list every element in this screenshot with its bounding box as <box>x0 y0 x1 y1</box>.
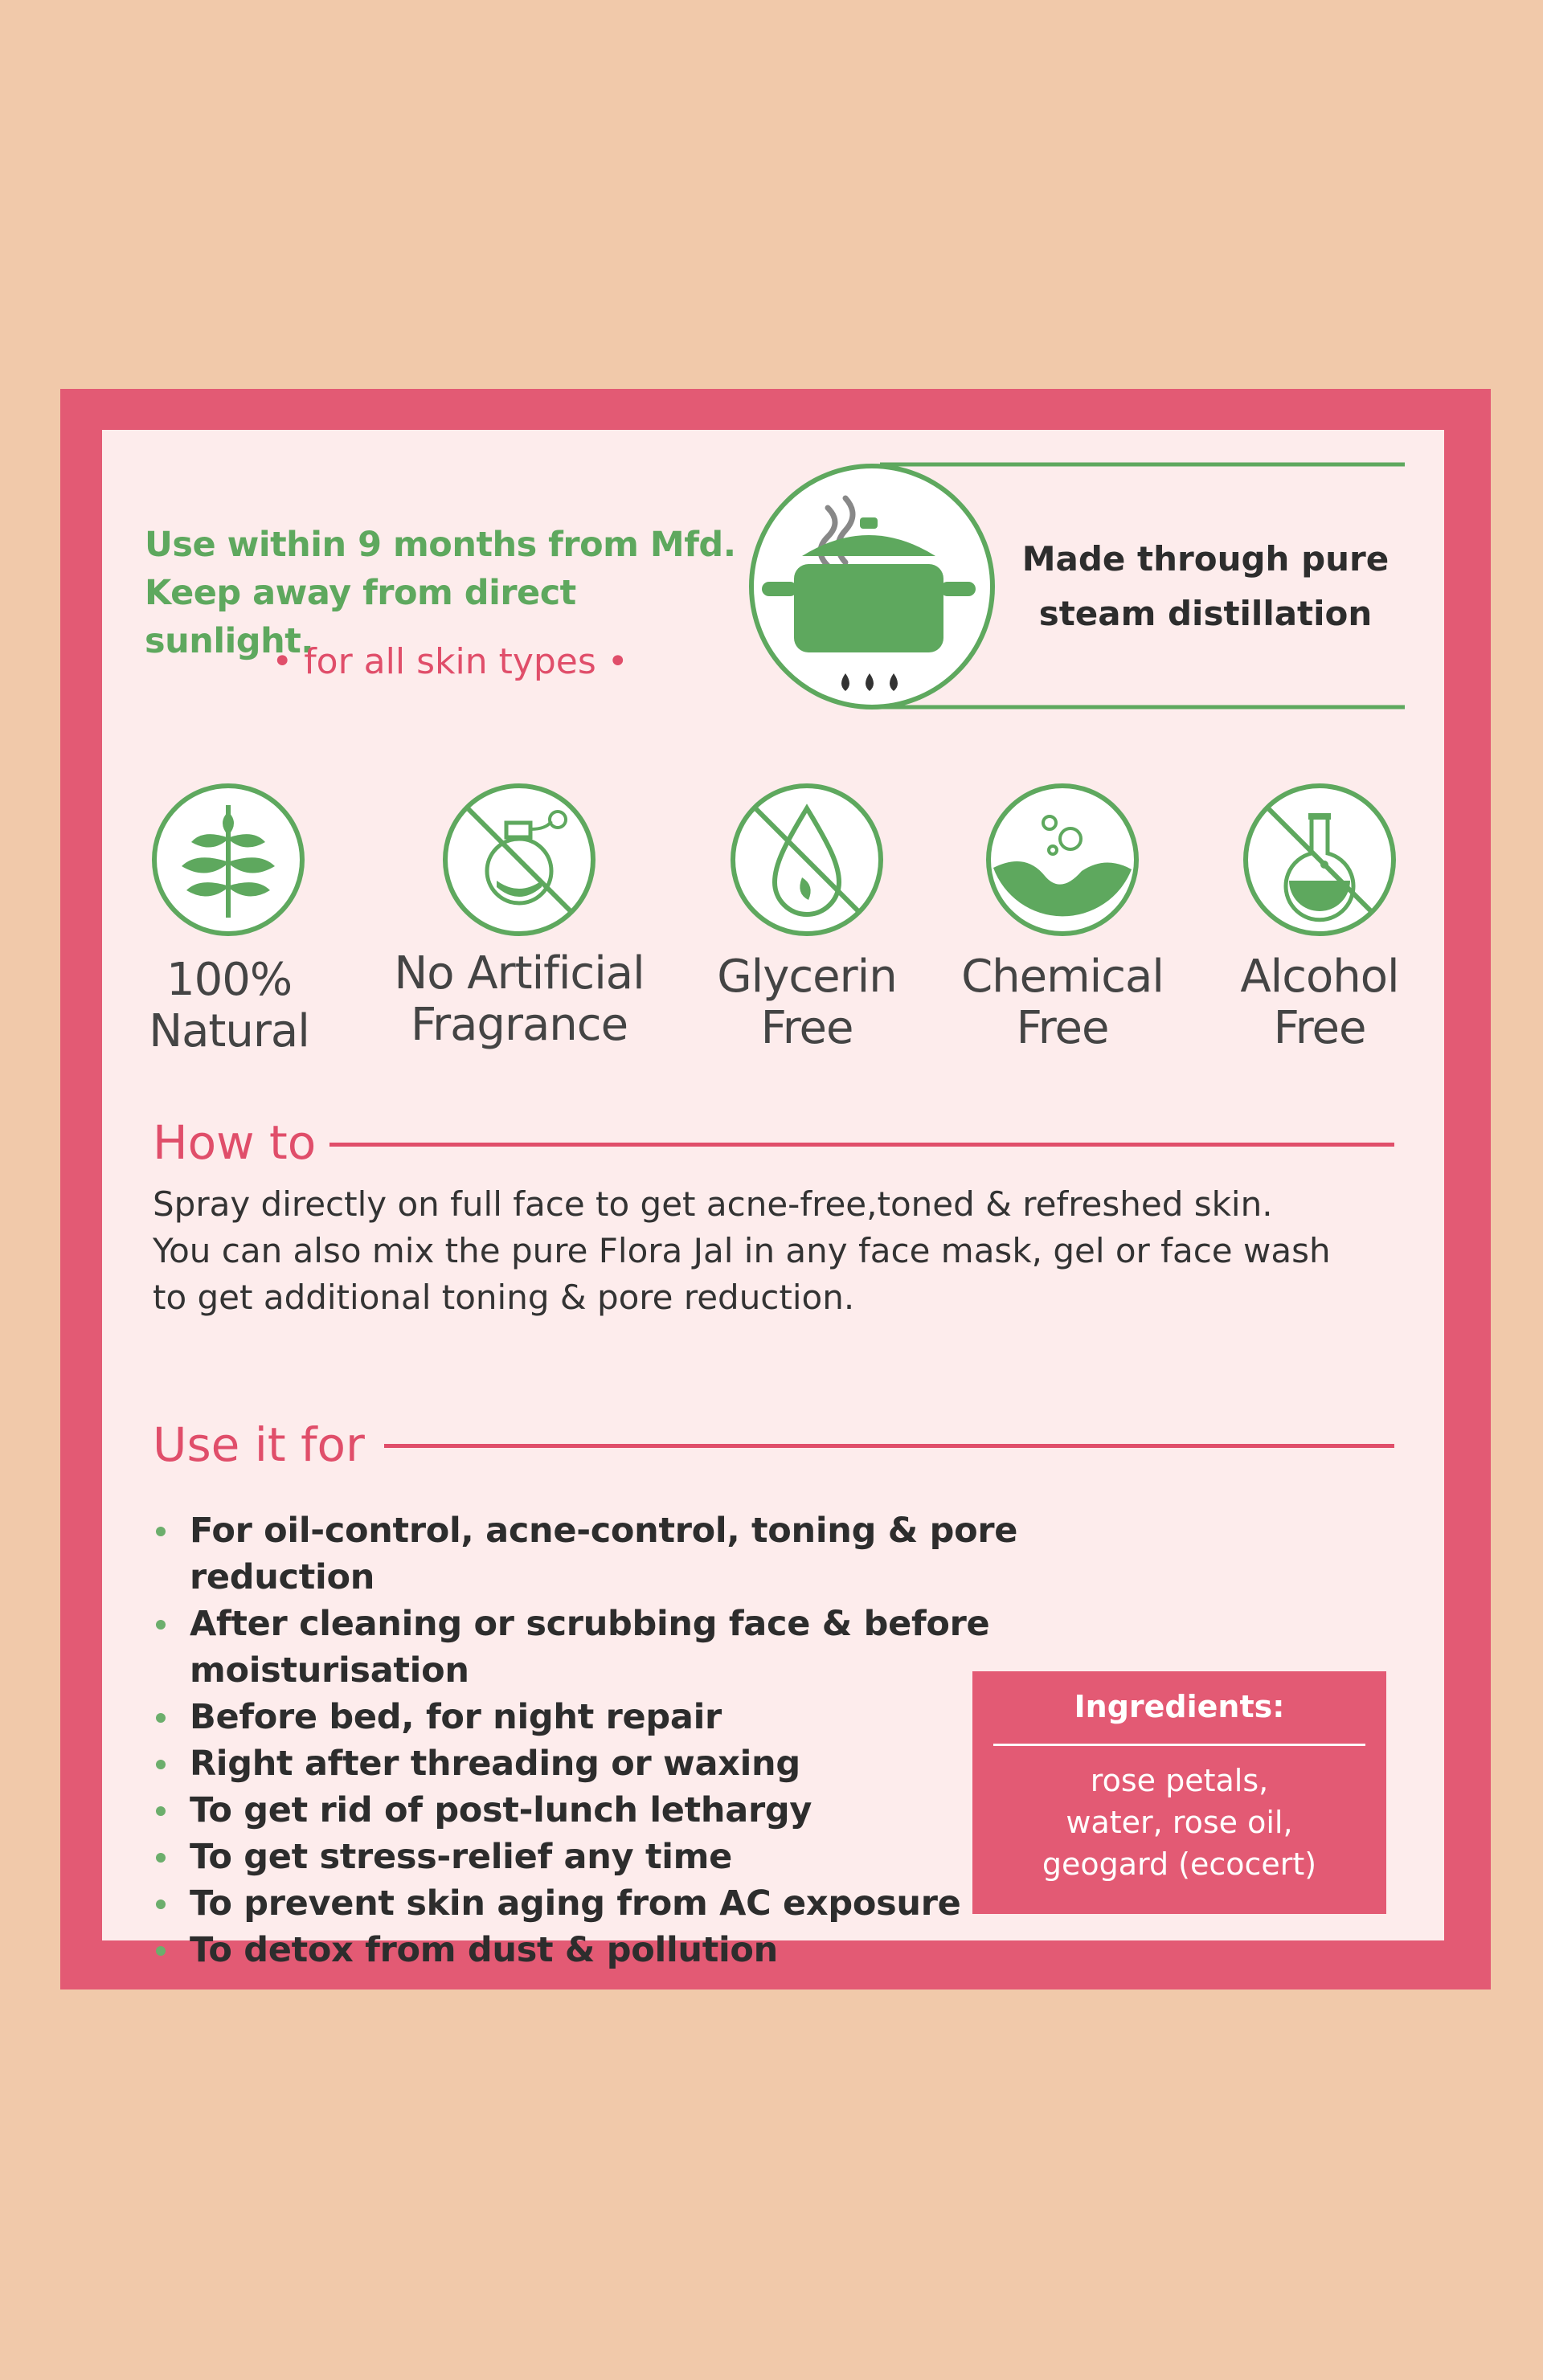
bullet <box>156 1946 166 1956</box>
storage-line-1: Use within 9 months from Mfd. <box>145 525 736 565</box>
badge-natural-line-2: Natural <box>149 1005 309 1057</box>
flask-icon <box>1241 781 1398 939</box>
skin-types-note: • for all skin types • <box>272 641 628 682</box>
bullet <box>156 1806 166 1816</box>
bullet <box>156 1620 166 1630</box>
distillation-line-1: Made through pure <box>1021 539 1390 579</box>
bullet <box>156 1900 166 1909</box>
list-item <box>153 1601 1037 1694</box>
badge-glycerin-line-1: Glycerin <box>717 951 897 1003</box>
list-item <box>153 1880 1037 1927</box>
use-it-for-rule <box>384 1444 1394 1448</box>
how-to-text <box>153 1181 1406 1321</box>
badge-alcohol-line-1: Alcohol <box>1240 951 1399 1003</box>
list-item <box>153 1927 1037 1973</box>
badge-natural-line-1: 100% <box>166 954 293 1006</box>
badge-fragrance-line-1: No Artificial <box>394 947 645 1000</box>
bullet <box>156 1527 166 1536</box>
storage-line-2: Keep away from direct sunlight. <box>145 573 576 661</box>
how-to-line: Spray directly on full face to get acne-free,toned & refreshed skin. <box>153 1184 1273 1224</box>
how-to-line: to get additional toning & pore reduction. <box>153 1278 855 1317</box>
list-item-text: Before bed, for night repair <box>190 1697 722 1737</box>
ingredients-rule <box>993 1744 1365 1746</box>
list-item-text: For oil-control, acne-control, toning & pore reduction <box>190 1511 1018 1597</box>
use-it-for-list <box>153 1507 1037 1973</box>
ingredients-list <box>972 1760 1386 1885</box>
list-item-text: After cleaning or scrubbing face & before moisturisation <box>190 1604 990 1691</box>
leaf-icon <box>149 781 307 939</box>
list-item-text: To prevent skin aging from AC exposure <box>190 1883 961 1924</box>
ingredient-line: water, rose oil, <box>1066 1805 1293 1840</box>
badge-fragrance <box>383 948 656 1051</box>
how-to-title: How to <box>153 1115 317 1170</box>
badge-chemical-line-2: Free <box>1016 1002 1109 1054</box>
ingredient-line: geogard (ecocert) <box>1042 1846 1317 1882</box>
ingredients-box <box>972 1671 1386 1914</box>
bullet <box>156 1713 166 1723</box>
use-it-for-title: Use it for <box>153 1417 365 1472</box>
bubbles-icon <box>984 781 1141 939</box>
badge-glycerin-line-2: Free <box>760 1002 853 1054</box>
badge-chemical-line-1: Chemical <box>961 951 1164 1003</box>
distillation-text <box>1013 532 1398 641</box>
ingredient-line: rose petals, <box>1090 1763 1269 1798</box>
list-item <box>153 1694 1037 1740</box>
distillation-line-2: steam distillation <box>1038 594 1373 633</box>
badge-natural <box>92 955 366 1057</box>
list-item-text: Right after threading or waxing <box>190 1744 800 1784</box>
list-item <box>153 1740 1037 1787</box>
bullet <box>156 1760 166 1769</box>
perfume-bottle-icon <box>440 781 598 939</box>
badge-alcohol-line-2: Free <box>1273 1002 1366 1054</box>
list-item <box>153 1507 1037 1601</box>
list-item <box>153 1787 1037 1834</box>
badge-fragrance-line-2: Fragrance <box>410 999 628 1051</box>
droplet-icon <box>728 781 886 939</box>
how-to-line: You can also mix the pure Flora Jal in any face mask, gel or face wash <box>153 1231 1331 1270</box>
badge-glycerin <box>670 951 943 1054</box>
badge-chemical <box>926 951 1199 1054</box>
list-item <box>153 1834 1037 1880</box>
list-item-text: To get rid of post-lunch lethargy <box>190 1790 812 1830</box>
ingredients-title: Ingredients: <box>1074 1689 1285 1724</box>
how-to-rule <box>329 1143 1394 1147</box>
badge-alcohol <box>1183 951 1456 1054</box>
bullet <box>156 1853 166 1863</box>
list-item-text: To get stress-relief any time <box>190 1837 733 1877</box>
list-item-text: To detox from dust & pollution <box>190 1930 778 1970</box>
